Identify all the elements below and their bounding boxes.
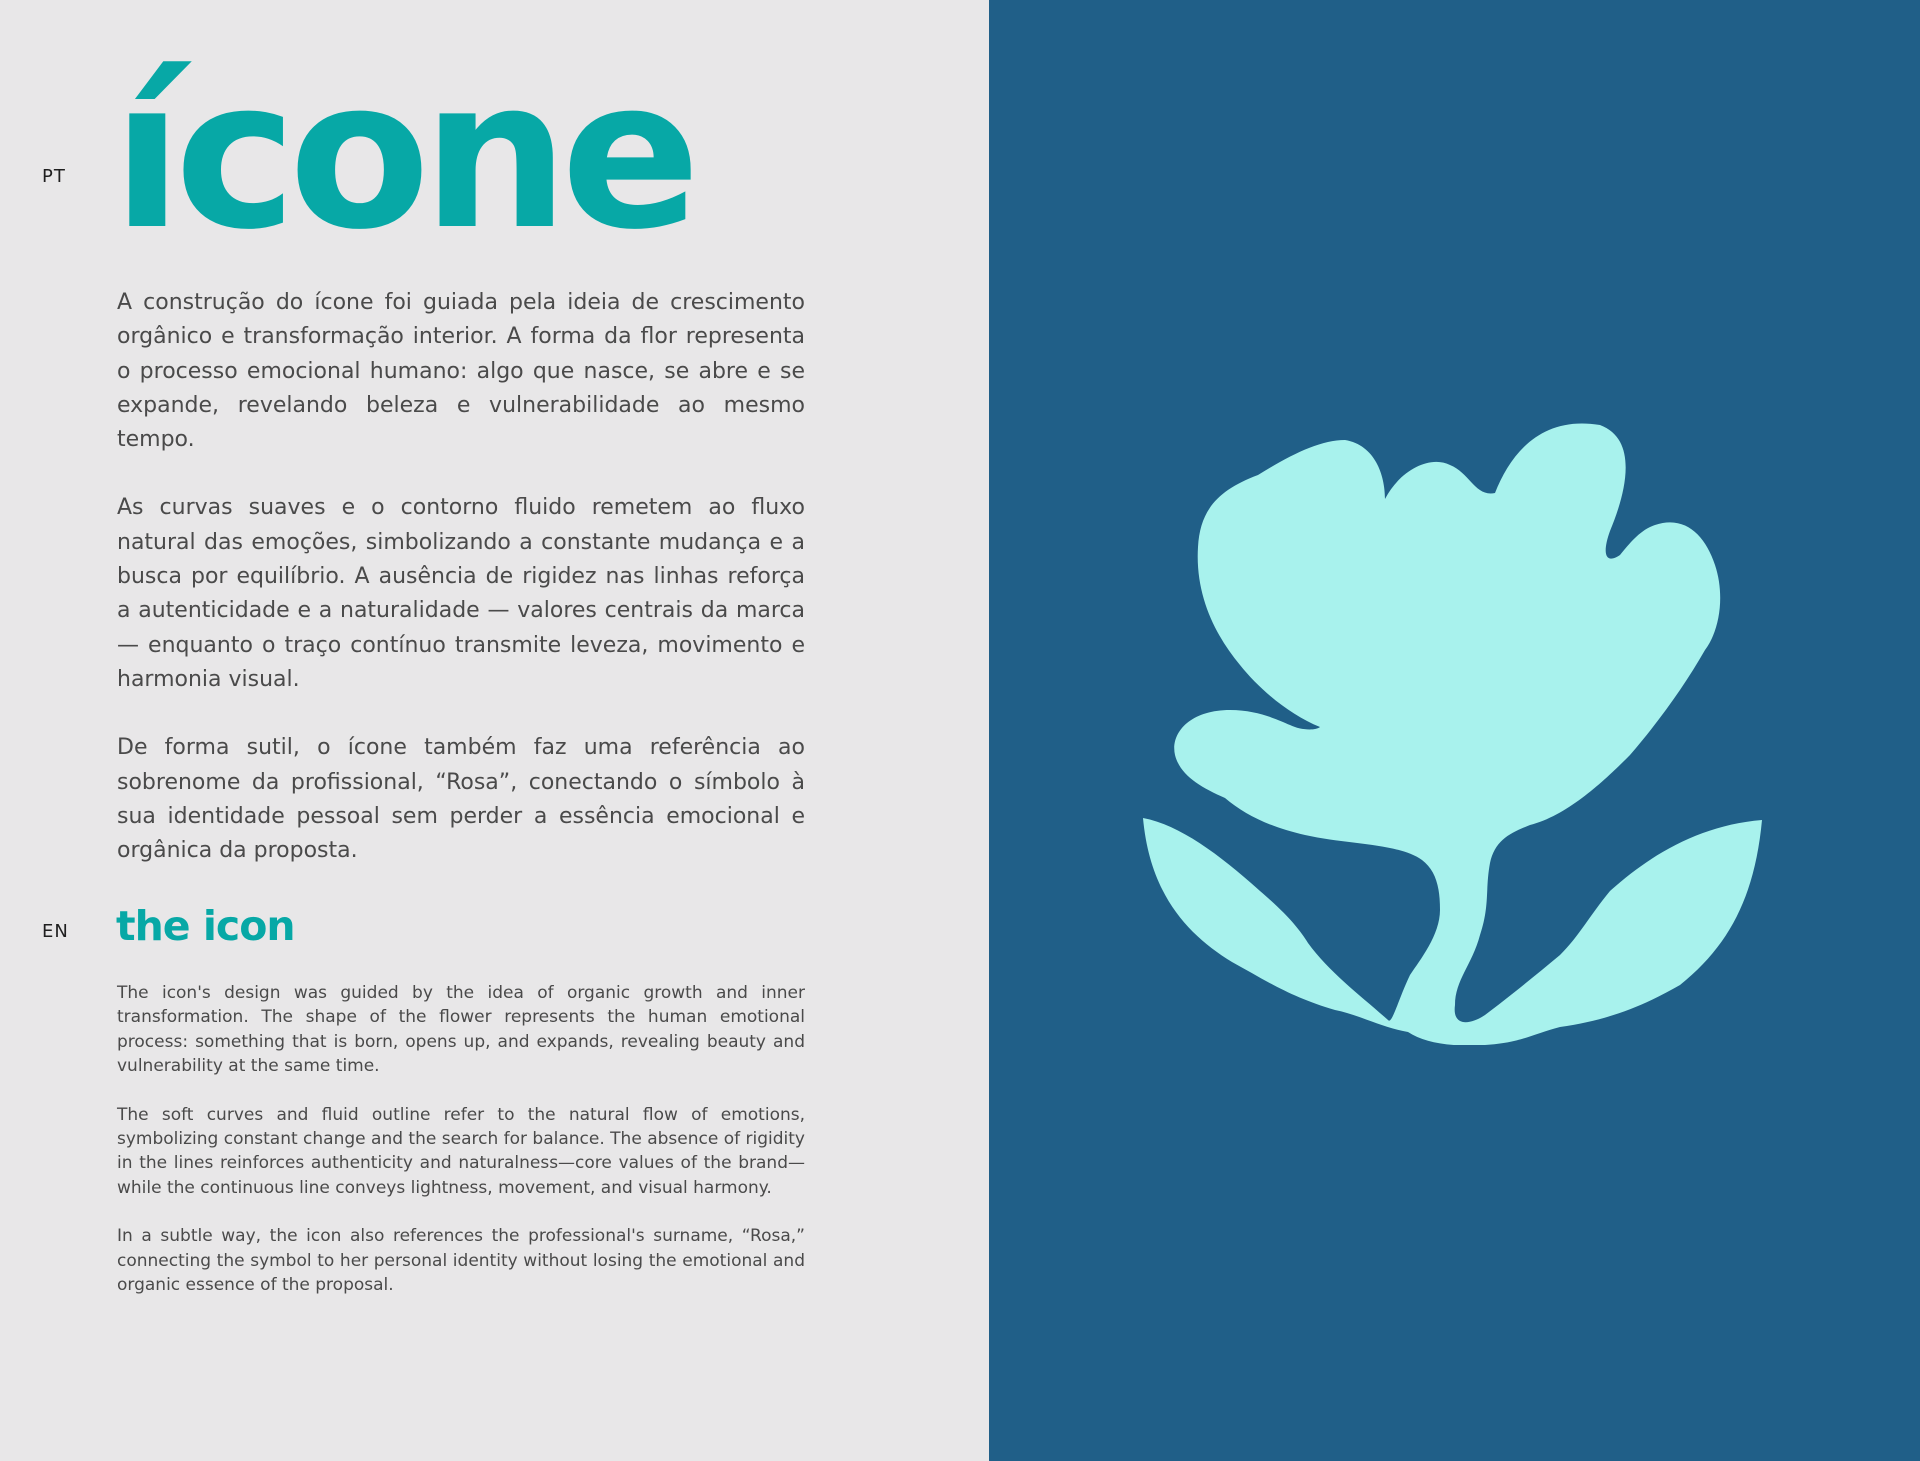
language-label-pt: PT — [42, 166, 66, 187]
flower-shape — [1143, 423, 1762, 1045]
paragraph-pt-1: A construção do ícone foi guiada pela ideia de crescimento orgânico e transformação interior. A forma da flor representa o processo emocional humano: algo que nasce, se abre e se expande, revelando beleza e vulnerabilidade ao mesmo tempo. — [117, 290, 805, 453]
section-title-en: the icon — [116, 902, 295, 950]
body-text-pt — [117, 286, 805, 902]
paragraph-pt-3: De forma sutil, o ícone também faz uma referência ao sobrenome da profissional, “Rosa”, conectando o símbolo à sua identidade pessoal sem perder a essência emocional e orgânica da proposta. — [117, 735, 805, 864]
paragraph-pt-2: As curvas suaves e o contorno fluido remetem ao fluxo natural das emoções, simbolizando a constante mudança e a busca por equilíbrio. A ausência de rigidez nas linhas reforça a autenticidade e a naturalidade — valores centrais da marca — enquanto o traço contínuo transmite leveza, movimento e harmonia visual. — [117, 495, 805, 692]
paragraph-en-2: The soft curves and fluid outline refer to the natural flow of emotions, symbolizing constant change and the search for balance. The absence of rigidity in the lines reinforces authenticity and naturalness—core values of the brand—while the continuous line conveys lightness, movement, and visual harmony. — [117, 1104, 805, 1198]
body-text-en — [117, 981, 805, 1321]
paragraph-en-1: The icon's design was guided by the idea of organic growth and inner transformation. The shape of the flower represents the human emotional process: something that is born, opens up, and expands, revealing beauty and vulnerability at the same time. — [117, 983, 805, 1077]
flower-icon — [1140, 415, 1765, 1045]
language-label-en: EN — [42, 921, 69, 942]
paragraph-en-3: In a subtle way, the icon also references the professional's surname, “Rosa,” connecting the symbol to her personal identity without losing the emotional and organic essence of the proposal. — [117, 1226, 805, 1296]
page-title-pt: ícone — [112, 35, 693, 275]
